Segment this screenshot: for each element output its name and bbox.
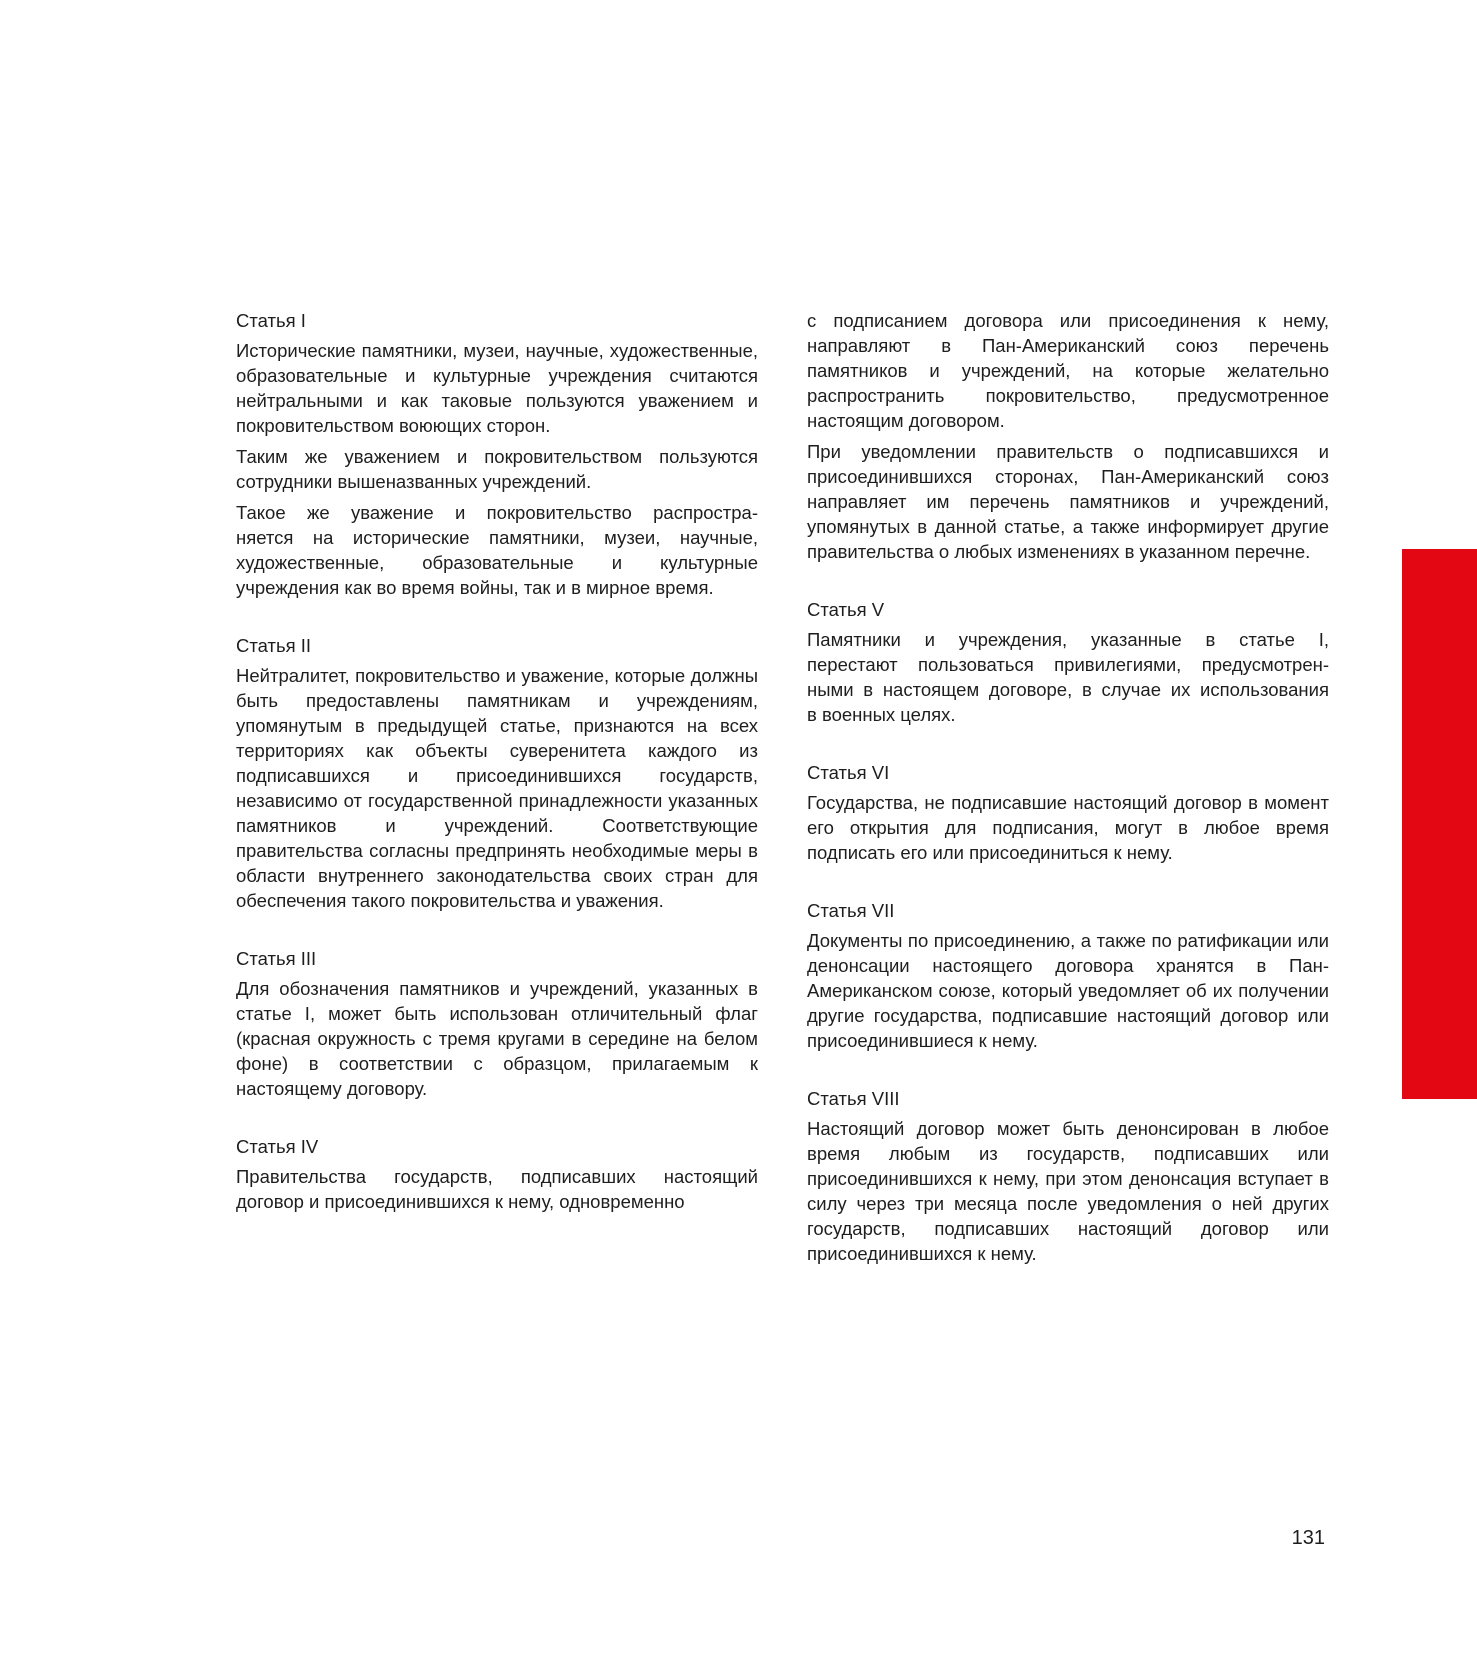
- article-paragraph: Государства, не подписавшие настоящий договор в момент его открытия для подписания, могут в любое время подписать его или присоединиться к нему.: [807, 792, 1329, 863]
- article-paragraph: с подписанием договора или присоединения к нему, направляют в Пан-Американский союз перечень памятников и учреждений, на которые желательно распространить покровительство, предусмотренное настоящим договором.: [807, 310, 1329, 431]
- article-4-continued: [807, 308, 1329, 564]
- article-6: [807, 760, 1329, 865]
- paragraph-line: ными в настоящем договоре, в случае их использования: [807, 679, 1329, 700]
- article-paragraph: Настоящий договор может быть денонсирован в любое время любым из государств, подписавших или присоединившихся к нему, при этом денонсация вступает в силу через три месяца после уведомления о ней других государств, подписавших настоящий договор или присоединившихся к нему.: [807, 1118, 1329, 1264]
- paragraph-line: художественные, образовательные и культурные: [236, 552, 758, 573]
- article-heading: Статья VIII: [807, 1088, 900, 1109]
- article-paragraph: Правительства государств, подписавших настоящий договор и присоединившихся к нему, одновременно: [236, 1166, 758, 1212]
- article-paragraph: При уведомлении правительств о подписавшихся и присоединившихся сторонах, Пан-Американский союз направляет им перечень памятников и учреждений, упомянутых в данной статье, а также информирует другие правительства о любых изменениях в указанном перечне.: [807, 441, 1329, 562]
- article-paragraph: Документы по присоединению, а также по ратификации или денонсации настоящего договора хранятся в Пан-Американском союзе, который уведомляет об их получении другие государства, подписавшие настоящий договор или присоединившиеся к нему.: [807, 930, 1329, 1051]
- article-heading: Статья I: [236, 310, 306, 331]
- article-8: [807, 1086, 1329, 1266]
- article-paragraph: Таким же уважением и покровительством пользуются сотрудники вышеназванных учреждений.: [236, 446, 758, 492]
- article-2: [236, 633, 758, 913]
- article-3: [236, 946, 758, 1101]
- article-paragraph: Для обозначения памятников и учреждений, указанных в статье I, может быть использован отличительный флаг (красная окружность с тремя кругами в середине на белом фоне) в соответствии с образцом, прилагаемым к настоящему договору.: [236, 978, 758, 1099]
- article-paragraph: [236, 500, 758, 600]
- page-number: 131: [1291, 1527, 1325, 1549]
- paragraph-line: учреждения как во время войны, так и в мирное время.: [236, 577, 714, 598]
- article-paragraph: Нейтралитет, покровительство и уважение, которые должны быть предоставлены памятникам и учреждениям, упомянутым в предыдущей статье, признаются на всех территориях как объекты суверенитета каждого из подписавшихся и присоединившихся государств, независимо от государственной принадлежности указанных памятников и учреждений. Соответствующие правительства согласны предпринять необходимые меры в области внутреннего законодательства своих стран для обеспечения такого покровительства и уважения.: [236, 665, 758, 911]
- paragraph-line: Такое же уважение и покровительство распростра-: [236, 502, 758, 523]
- paragraph-line: в военных целях.: [807, 704, 956, 725]
- paragraph-line: Памятники и учреждения, указанные в статье I,: [807, 629, 1329, 650]
- left-column: [236, 308, 758, 1214]
- article-paragraph: [807, 627, 1329, 727]
- right-column: [807, 308, 1329, 1266]
- paragraph-line: перестают пользоваться привилегиями, предусмотрен-: [807, 654, 1329, 675]
- article-5: [807, 597, 1329, 727]
- paragraph-line: няется на исторические памятники, музеи, научные,: [236, 527, 758, 548]
- article-heading: Статья VII: [807, 900, 895, 921]
- section-color-tab: [1402, 549, 1477, 1099]
- article-paragraph: Исторические памятники, музеи, научные, художественные, образовательные и культурные учреждения считаются нейтральными и как таковые пользуются уважением и покровительством воюющих сторон.: [236, 340, 758, 436]
- article-1: [236, 308, 758, 600]
- article-heading: Статья VI: [807, 762, 890, 783]
- article-heading: Статья IV: [236, 1136, 319, 1157]
- article-7: [807, 898, 1329, 1053]
- article-heading: Статья III: [236, 948, 317, 969]
- article-heading: Статья II: [236, 635, 312, 656]
- article-heading: Статья V: [807, 599, 885, 620]
- article-4: [236, 1134, 758, 1214]
